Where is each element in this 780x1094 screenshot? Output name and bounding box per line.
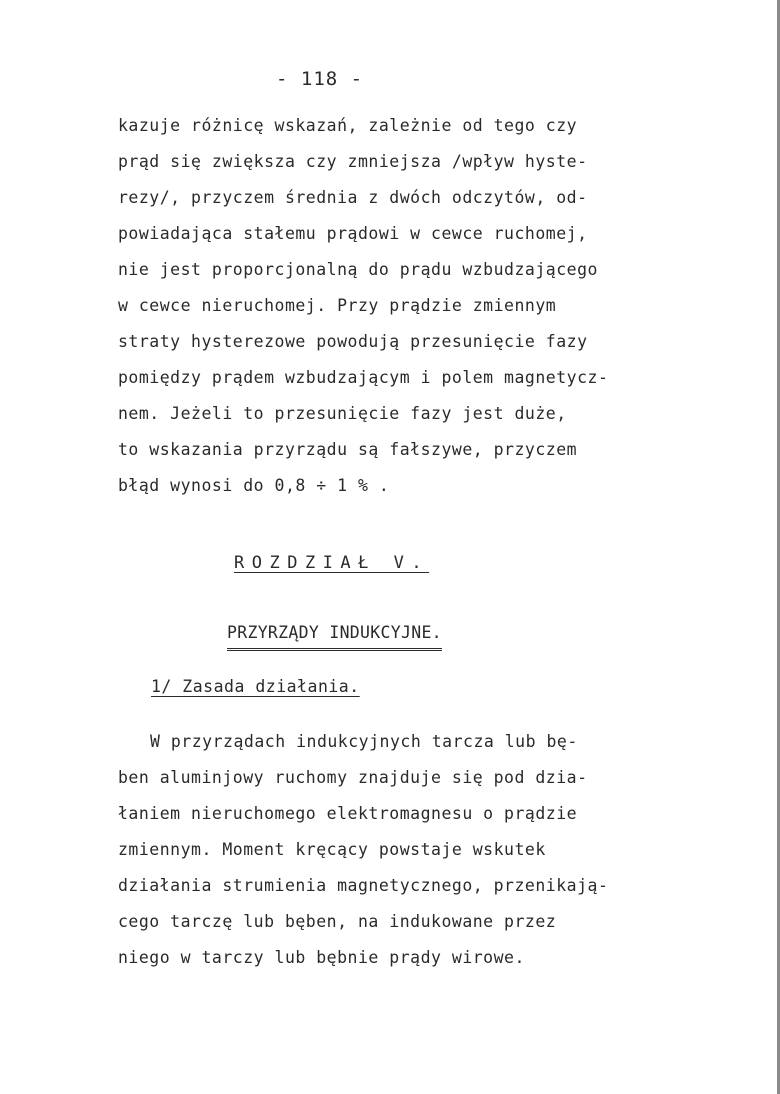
text-line: łaniem nieruchomego elektromagnesu o prądzie	[118, 804, 578, 823]
text-line: cego tarczę lub bęben, na indukowane przez	[118, 912, 557, 931]
text-line: powiadająca stałemu prądowi w cewce ruchomej,	[118, 224, 588, 243]
text-line: rezy/, przyczem średnia z dwóch odczytów, od-	[118, 188, 588, 207]
chapter-title: ROZDZIAŁ V.	[234, 553, 430, 573]
text-line: straty hysterezowe powodują przesunięcie fazy	[118, 332, 588, 351]
text-line: nie jest proporcjonalną do prądu wzbudzającego	[118, 260, 598, 279]
text-line: błąd wynosi do 0,8 ÷ 1 % .	[118, 476, 390, 495]
paragraph-2	[118, 732, 698, 992]
paragraph-1	[118, 116, 678, 516]
page-number: - 118 -	[276, 68, 364, 90]
text-line: działania strumienia magnetycznego, przenikają-	[118, 876, 609, 895]
text-line: niego w tarczy lub bębnie prądy wirowe.	[118, 948, 525, 967]
text-line: w cewce nieruchomej. Przy prądzie zmiennym	[118, 296, 557, 315]
text-line: nem. Jeżeli to przesunięcie fazy jest duże,	[118, 404, 567, 423]
subsection-title: 1/ Zasada działania.	[151, 677, 360, 696]
text-line: ben aluminjowy ruchomy znajduje się pod dzia-	[118, 768, 588, 787]
text-line: W przyrządach indukcyjnych tarcza lub bę-	[150, 732, 578, 751]
text-line: zmiennym. Moment kręcący powstaje wskutek	[118, 840, 546, 859]
section-title: PRZYRZĄDY INDUKCYJNE.	[227, 623, 442, 651]
text-line: pomiędzy prądem wzbudzającym i polem magnetycz-	[118, 368, 609, 387]
text-line: kazuje różnicę wskazań, zależnie od tego czy	[118, 116, 578, 135]
text-line: prąd się zwiększa czy zmniejsza /wpływ hyste-	[118, 152, 588, 171]
text-line: to wskazania przyrządu są fałszywe, przyczem	[118, 440, 578, 459]
